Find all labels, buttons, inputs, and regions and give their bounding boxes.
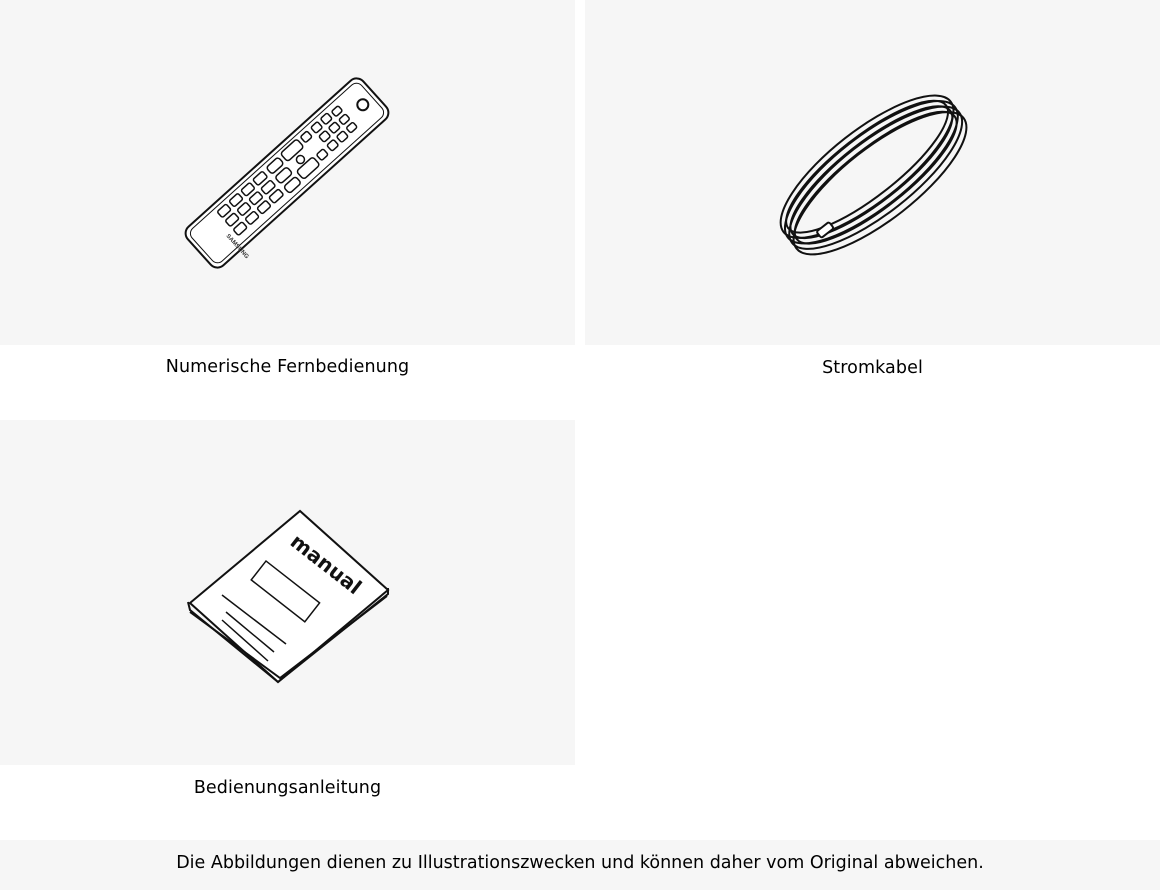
- remote-control-caption: Numerische Fernbedienung: [165, 357, 410, 377]
- disclaimer-text: Die Abbildungen dienen zu Illustrationszwecken und können daher vom Original abweichen.: [176, 853, 984, 873]
- manual-caption: Bedienungsanleitung: [193, 778, 382, 798]
- remote-brand-text: SAMSUNG: [224, 233, 250, 261]
- power-cable-caption: Stromkabel: [822, 358, 923, 378]
- manual-cover-text: manual: [285, 529, 367, 600]
- power-cable-tile: [585, 0, 1160, 345]
- remote-control-tile: [0, 0, 575, 345]
- manual-tile: [0, 420, 575, 765]
- disclaimer-bar: [0, 840, 1160, 890]
- manual-book-icon: [0, 420, 575, 765]
- remote-control-icon: [0, 0, 575, 345]
- power-cable-icon: [585, 0, 1160, 345]
